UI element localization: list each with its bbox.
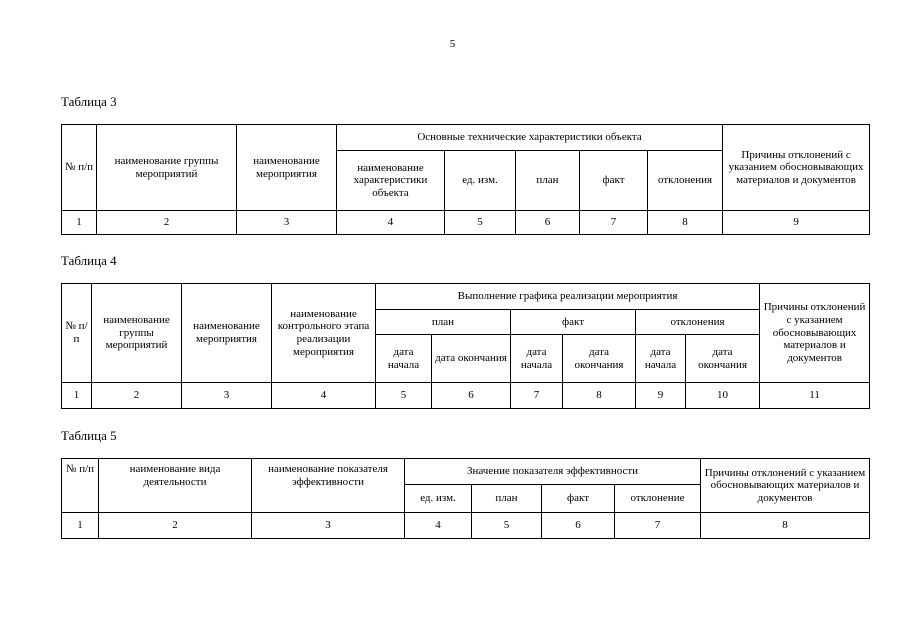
table-cell: 6 xyxy=(432,383,511,409)
header-num: № п/п xyxy=(62,284,92,383)
table-cell: 3 xyxy=(252,513,405,539)
header-fact: факт xyxy=(511,310,636,335)
table-cell: 8 xyxy=(563,383,636,409)
header-num: № п/п xyxy=(62,125,97,211)
header-reasons: Причины отклонений с указанием обосновывающих материалов и документов xyxy=(701,459,870,513)
table-cell: 1 xyxy=(62,513,99,539)
header-plan-end: дата окончания xyxy=(432,335,511,383)
table-cell: 4 xyxy=(405,513,472,539)
header-fact-end: дата окончания xyxy=(563,335,636,383)
table-cell: 9 xyxy=(723,211,870,235)
header-plan: план xyxy=(472,485,542,513)
header-fact: факт xyxy=(580,151,648,211)
table-cell: 5 xyxy=(376,383,432,409)
table-cell: 10 xyxy=(686,383,760,409)
table-cell: 2 xyxy=(97,211,237,235)
header-deviation: отклонения xyxy=(648,151,723,211)
table5-caption: Таблица 5 xyxy=(61,428,117,443)
header-indicator: наименование показателя эффективности xyxy=(252,459,405,513)
header-main-chars: Основные технические характеристики объекта xyxy=(337,125,723,151)
table-cell: 6 xyxy=(542,513,615,539)
table-cell: 9 xyxy=(636,383,686,409)
header-stage: наименование контрольного этапа реализации мероприятия xyxy=(272,284,376,383)
table-cell: 3 xyxy=(182,383,272,409)
header-deviation-end: дата окончания xyxy=(686,335,760,383)
table-cell: 7 xyxy=(580,211,648,235)
header-plan: план xyxy=(376,310,511,335)
header-deviation-start: дата начала xyxy=(636,335,686,383)
table4 xyxy=(61,283,870,409)
table-cell: 2 xyxy=(99,513,252,539)
header-activity: наименование вида деятельности xyxy=(99,459,252,513)
header-deviation: отклонение xyxy=(615,485,701,513)
table-cell: 1 xyxy=(62,211,97,235)
header-event: наименование мероприятия xyxy=(182,284,272,383)
header-plan-start: дата начала xyxy=(376,335,432,383)
table-cell: 8 xyxy=(648,211,723,235)
header-plan: план xyxy=(516,151,580,211)
header-unit: ед. изм. xyxy=(405,485,472,513)
header-reasons: Причины отклонений с указанием обосновывающих материалов и документов xyxy=(760,284,870,383)
header-value: Значение показателя эффективности xyxy=(405,459,701,485)
header-schedule: Выполнение графика реализации мероприятия xyxy=(376,284,760,310)
header-event: наименование мероприятия xyxy=(237,125,337,211)
table-cell: 11 xyxy=(760,383,870,409)
table4-caption: Таблица 4 xyxy=(61,253,117,268)
table3 xyxy=(61,124,870,235)
table-cell: 2 xyxy=(92,383,182,409)
header-char-name: наименование характеристики объекта xyxy=(337,151,445,211)
table-cell: 1 xyxy=(62,383,92,409)
header-reasons: Причины отклонений с указанием обосновывающих материалов и документов xyxy=(723,125,870,211)
table-cell: 5 xyxy=(445,211,516,235)
header-fact-start: дата начала xyxy=(511,335,563,383)
header-deviations: отклонения xyxy=(636,310,760,335)
table-cell: 7 xyxy=(511,383,563,409)
table3-caption: Таблица 3 xyxy=(61,94,117,109)
table5 xyxy=(61,458,870,539)
header-group: наименование группы мероприятий xyxy=(92,284,182,383)
table-cell: 4 xyxy=(337,211,445,235)
header-fact: факт xyxy=(542,485,615,513)
table-cell: 3 xyxy=(237,211,337,235)
header-group: наименование группы мероприятий xyxy=(97,125,237,211)
table-cell: 7 xyxy=(615,513,701,539)
table-cell: 5 xyxy=(472,513,542,539)
table-cell: 8 xyxy=(701,513,870,539)
header-unit: ед. изм. xyxy=(445,151,516,211)
table-cell: 4 xyxy=(272,383,376,409)
header-num: № п/п xyxy=(62,459,99,513)
table-cell: 6 xyxy=(516,211,580,235)
page-number: 5 xyxy=(449,38,456,50)
